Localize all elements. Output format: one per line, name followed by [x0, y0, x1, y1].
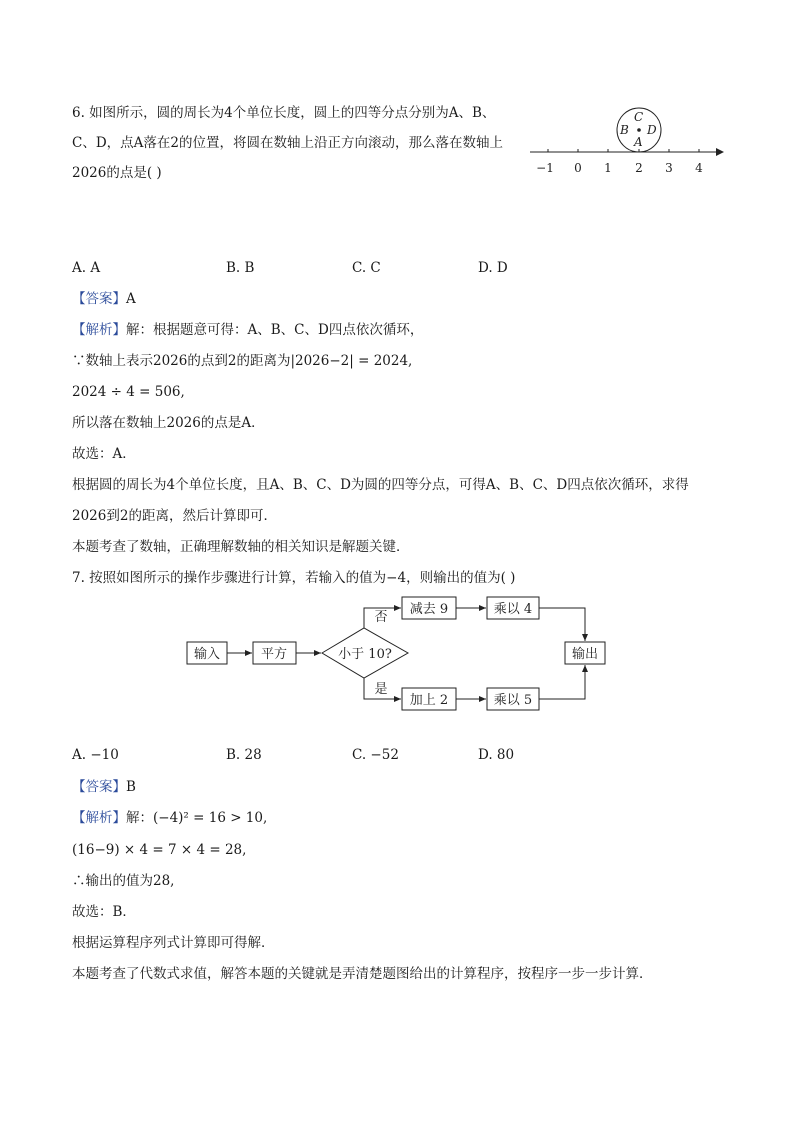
answer-value: A	[126, 291, 136, 307]
q6-analysis-line-4: 所以落在数轴上2026的点是A．	[72, 415, 265, 431]
q7-option-d: D. 80	[478, 747, 515, 763]
q6-analysis-line-2: ∵数轴上表示2026的点到2的距离为|2026−2| = 2024,	[72, 353, 413, 369]
q6-option-b: B. B	[226, 260, 255, 276]
analysis-tag: 【解析】	[72, 810, 126, 826]
tick-label: 4	[695, 161, 703, 175]
circle-center	[637, 128, 641, 132]
subtract-9-label: 减去 9	[409, 602, 449, 617]
point-label-b: B	[620, 123, 629, 137]
tick-label: 1	[604, 161, 612, 175]
q6-stem-line-3: 2026的点是( )	[72, 165, 162, 181]
yes-label: 是	[374, 682, 388, 697]
q7-analysis-line-6: 本题考查了代数式求值，解答本题的关键就是弄清楚题图给出的计算程序，按程序一步一步计算．	[72, 966, 653, 982]
answer-tag: 【答案】	[72, 291, 126, 307]
arrow-mul5-to-output	[539, 665, 585, 699]
q6-analysis-line-1	[72, 321, 423, 339]
flowchart-figure	[180, 590, 610, 720]
q7-analysis-line-1	[72, 809, 267, 827]
q6-option-c: C. C	[352, 260, 381, 276]
q7-stem: 7. 按照如图所示的操作步骤进行计算，若输入的值为−4，则输出的值为( )	[72, 570, 516, 586]
q7-answer	[72, 778, 136, 796]
q7-option-c: C. −52	[352, 747, 399, 763]
analysis-text: 解：根据题意可得：A、B、C、D四点依次循环，	[126, 322, 424, 338]
analysis-tag: 【解析】	[72, 322, 126, 338]
number-line-figure	[530, 100, 730, 190]
q6-analysis-line-3: 2024 ÷ 4 = 506,	[72, 384, 185, 400]
q7-analysis-line-4: 故选：B．	[72, 904, 136, 920]
tick-label: 2	[635, 161, 643, 175]
answer-value: B	[126, 779, 136, 795]
tick-label: 0	[574, 161, 582, 175]
q7-option-b: B. 28	[226, 747, 262, 763]
q6-analysis-line-8: 本题考查了数轴，正确理解数轴的相关知识是解题关键．	[72, 539, 410, 555]
q6-stem-line-1: 6. 如图所示，圆的周长为4个单位长度，圆上的四等分点分别为A、B、	[72, 105, 496, 121]
q6-analysis-line-6: 根据圆的周长为4个单位长度，且A、B、C、D为圆的四等分点，可得A、B、C、D四点依次循环，求得	[72, 477, 689, 493]
q7-option-a: A. −10	[72, 747, 119, 763]
q6-answer	[72, 290, 136, 308]
add-2-label: 加上 2	[409, 693, 449, 708]
q6-option-d: D. D	[478, 260, 508, 276]
point-label-c: C	[634, 110, 644, 124]
point-label-a: A	[634, 135, 643, 149]
tick-label: 3	[665, 161, 673, 175]
q6-option-a: A. A	[72, 260, 101, 276]
q6-stem-line-2: C、D，点A落在2的位置，将圆在数轴上沿正方向滚动，那么落在数轴上	[72, 135, 503, 151]
multiply-4-label: 乘以 4	[493, 602, 533, 617]
decision-label: 小于 10?	[338, 647, 392, 662]
q7-analysis-line-5: 根据运算程序列式计算即可得解．	[72, 935, 275, 951]
arrow-mul4-to-output	[539, 608, 585, 641]
square-label: 平方	[260, 647, 288, 662]
answer-tag: 【答案】	[72, 779, 126, 795]
analysis-text: 解：(−4)² = 16 > 10,	[126, 810, 268, 826]
point-label-d: D	[647, 123, 657, 137]
q7-analysis-line-2: (16−9) × 4 = 7 × 4 = 28,	[72, 842, 247, 858]
q7-analysis-line-3: ∴输出的值为28,	[72, 873, 175, 889]
q6-analysis-line-5: 故选：A．	[72, 446, 136, 462]
no-label: 否	[374, 610, 388, 625]
input-label: 输入	[193, 647, 221, 662]
multiply-5-label: 乘以 5	[493, 693, 533, 708]
q6-analysis-line-7: 2026到2的距离，然后计算即可．	[72, 508, 277, 524]
tick-label: −1	[536, 161, 554, 175]
axis-arrow	[716, 148, 724, 156]
output-label: 输出	[571, 647, 599, 662]
